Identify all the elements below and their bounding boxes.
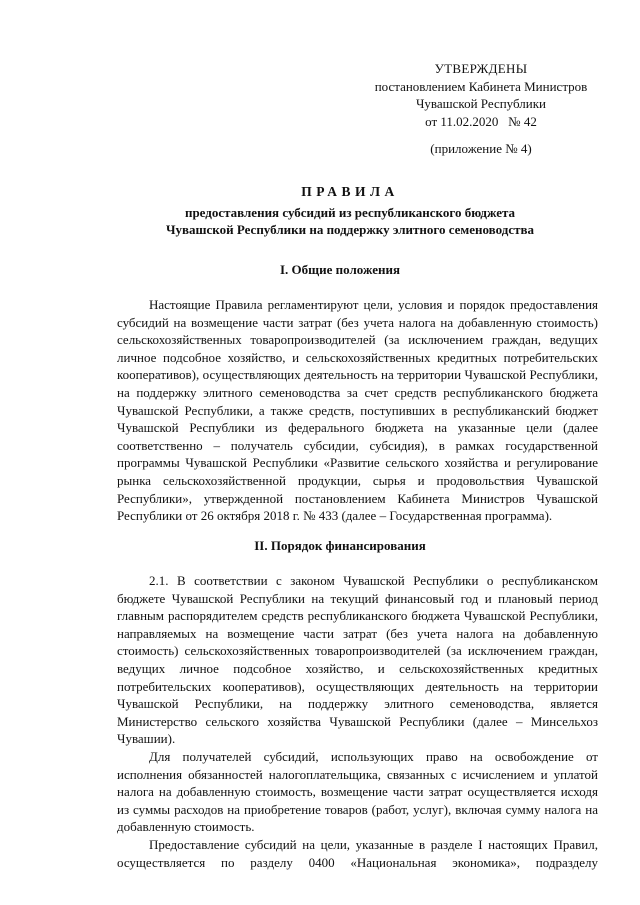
section-2-body: [117, 572, 598, 871]
section-2-paragraph-3: Предоставление субсидий на цели, указанные в разделе I настоящих Правил, осуществляется по разделу 0400 «Национальная экономика», подразделу: [117, 836, 598, 870]
approval-line-1: постановлением Кабинета Министров: [374, 78, 588, 94]
document-title: ПРАВИЛА: [301, 184, 399, 199]
document-subtitle-line-2: Чувашской Республики на поддержку элитного семеноводства: [165, 222, 534, 237]
section-1-heading: I. Общие положения: [280, 262, 400, 277]
approval-appendix: (приложение № 4): [430, 141, 532, 156]
section-1-body: [117, 296, 598, 525]
approval-line-3: от 11.02.2020 № 42: [425, 113, 537, 129]
document-title-block: [100, 183, 600, 238]
document-subtitle-line-1: предоставления субсидий из республиканского бюджета: [184, 205, 516, 220]
section-2-heading: II. Порядок финансирования: [254, 538, 426, 553]
approval-heading: УТВЕРЖДЕНЫ: [434, 61, 528, 76]
section-2-paragraph-1: 2.1. В соответствии с законом Чувашской Республики о республиканском бюджете Чувашской Республики на текущий финансовый год и плановый период главным распорядителем средств республиканского бюджета Чувашской Республики, направляемых на возмещение части затрат (без учета налога на добавленную стоимость) сельскохозяйственных товаропроизводителей (за исключением граждан, ведущих личное подсобное хозяйство, и сельскохозяйственных кредитных потребительских кооперативов), осуществляющих деятельность на территории Чувашской Республики, на поддержку элитного семеноводства, является Министерство сельского хозяйства Чувашской Республики (далее – Минсельхоз Чувашии).: [117, 573, 598, 747]
section-1-paragraph-1: Настоящие Правила регламентируют цели, условия и порядок предоставления субсидий на возмещение части затрат (без учета налога на добавленную стоимость) сельскохозяйственных товаропроизводителей (за исключением граждан, ведущих личное подсобное хозяйство, и сельскохозяйственных кредитных потребительских кооперативов), осуществляющих деятельность на территории Чувашской Республики, на поддержку элитного семеноводства за счет средств республиканского бюджета Чувашской Республики, а также средств, поступивших в республиканский бюджет Чувашской Республики из федерального бюджета на указанные цели (далее соответственно – получатель субсидии, субсидия), в рамках государственной программы Чувашской Республики «Развитие сельского хозяйства и регулирование рынка сельскохозяйственной продукции, сырья и продовольствия Чувашской Республики», утвержденной постановлением Кабинета Министров Чувашской Республики от 26 октября 2018 г. № 433 (далее – Государственная программа).: [117, 297, 598, 524]
approval-line-2: Чувашской Республики: [415, 96, 547, 111]
approval-stamp: [356, 60, 606, 158]
section-2-paragraph-2: Для получателей субсидий, использующих право на освобождение от исполнения обязанностей налогоплательщика, связанных с исчислением и уплатой налога на добавленную стоимость, возмещение части затрат осуществляется исходя из суммы расходов на приобретение товаров (работ, услуг), включая сумму налога на добавленную стоимость.: [117, 748, 598, 835]
